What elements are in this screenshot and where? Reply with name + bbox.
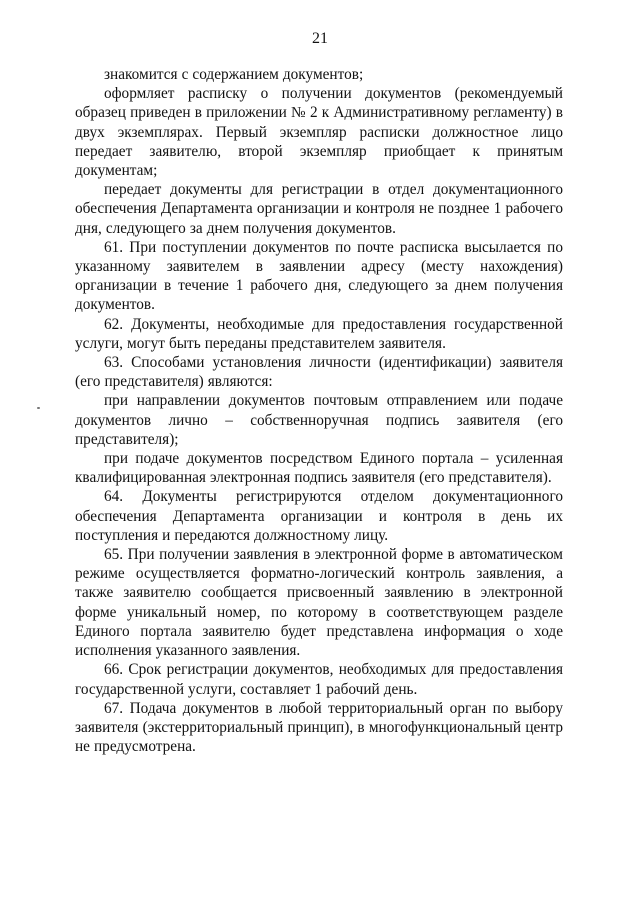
paragraph: при направлении документов почтовым отправлением или подаче документов лично – собственноручная подпись заявителя (его представителя);	[75, 392, 563, 448]
page-number: 21	[312, 30, 328, 47]
paragraph: 65. При получении заявления в электронной форме в автоматическом режиме осуществляется форматно-логический контроль заявления, а также заявителю сообщается присвоенный заявлению в электронной форме уникальный номер, по которому в соответствующем разделе Единого портала заявителю будет представлена информация о ходе исполнения указанного заявления.	[75, 546, 563, 660]
paragraph: 63. Способами установления личности (идентификации) заявителя (его представителя) являются:	[75, 354, 563, 391]
scan-speck	[37, 407, 40, 409]
paragraph: знакомится с содержанием документов;	[104, 66, 364, 83]
document-body	[75, 65, 563, 756]
paragraph: 66. Срок регистрации документов, необходимых для предоставления государственной услуги, составляет 1 рабочий день.	[75, 661, 563, 698]
paragraph: 67. Подача документов в любой территориальный орган по выбору заявителя (экстерриториальный принцип), в многофункциональный центр не предусмотрена.	[75, 699, 563, 756]
paragraph: 64. Документы регистрируются отделом документационного обеспечения Департамента организации и контроля в день их поступления и передаются должностному лицу.	[75, 488, 563, 544]
paragraph: при подаче документов посредством Единого портала – усиленная квалифицированная электронная подпись заявителя (его представителя).	[75, 450, 563, 487]
paragraph: 61. При поступлении документов по почте расписка высылается по указанному заявителем в заявлении адресу (месту нахождения) организации в течение 1 рабочего дня, следующего за днем получения документов.	[75, 238, 563, 314]
paragraph: 62. Документы, необходимые для предоставления государственной услуги, могут быть переданы представителем заявителя.	[75, 315, 563, 352]
paragraph: передает документы для регистрации в отдел документационного обеспечения Департамента организации и контроля не позднее 1 рабочего дня, следующего за днем получения документов.	[75, 181, 563, 237]
paragraph: оформляет расписку о получении документов (рекомендуемый образец приведен в приложении № 2 к Административному регламенту) в двух экземплярах. Первый экземпляр расписки должностное лицо передает заявителю, второй экземпляр приобщает к принятым документам;	[75, 85, 563, 180]
